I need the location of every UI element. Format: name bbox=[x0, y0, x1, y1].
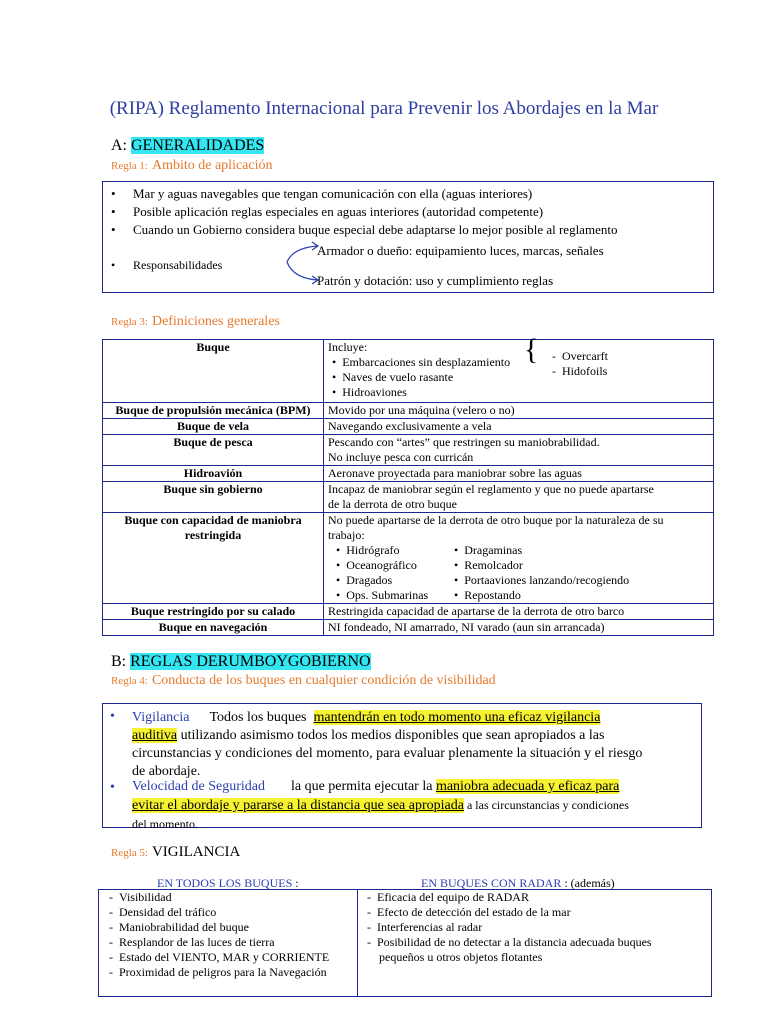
table-row bbox=[103, 513, 714, 604]
column-head: EN BUQUES CON RADAR bbox=[421, 876, 562, 890]
item-text: Portaaviones lanzando/recogiendo bbox=[464, 573, 630, 587]
paragraph-text: la que permita ejecutar la bbox=[290, 779, 433, 794]
rule-title: Conducta de los buques en cualquier condición de visibilidad bbox=[151, 673, 496, 688]
item-text: Naves de vuelo rasante bbox=[342, 370, 454, 384]
regla-4-box bbox=[102, 703, 702, 831]
term-cell bbox=[103, 340, 324, 403]
item-text: Ops. Submarinas bbox=[346, 588, 429, 602]
title-part: (RIPA) bbox=[109, 98, 164, 119]
paragraph-text: a las circunstancias y condiciones bbox=[463, 798, 629, 812]
rule-label: Regla 4: bbox=[111, 675, 148, 687]
regla-3-heading bbox=[111, 312, 280, 330]
buque-item: • Hidroaviones bbox=[332, 385, 407, 399]
rule-label: Regla 1: bbox=[111, 160, 148, 172]
column-head-suffix: : (además) bbox=[561, 876, 615, 890]
vigilancia-paragraph bbox=[132, 709, 697, 781]
def-cell: Aeronave proyectada para maniobrar sobre las aguas bbox=[324, 466, 714, 482]
bullet-dot: • bbox=[110, 780, 115, 795]
paragraph-text: de abordaje. bbox=[132, 764, 201, 779]
restringida-col-2 bbox=[454, 543, 629, 603]
sub-item: - Hidofoils bbox=[552, 364, 608, 378]
bullet-text: Cuando un Gobierno considera buque especial debe adaptarse lo mejor posible al reglamento bbox=[133, 222, 618, 237]
def-text: Incluye: bbox=[328, 340, 368, 354]
vigilancia-head: Vigilancia bbox=[132, 710, 190, 725]
item-text: Remolcador bbox=[464, 558, 523, 572]
def-cell bbox=[324, 482, 714, 513]
list-item-continuation bbox=[367, 950, 652, 965]
item-text: Resplandor de las luces de tierra bbox=[119, 935, 275, 949]
highlighted-text: auditiva bbox=[132, 728, 178, 743]
list-item: • Repostando bbox=[454, 588, 521, 602]
term-cell: Buque sin gobierno bbox=[103, 482, 324, 513]
paragraph-text: del momento. bbox=[132, 817, 198, 831]
def-cell bbox=[324, 333, 714, 403]
def-text: Pescando con “artes” que restringen su maniobrabilidad. bbox=[328, 435, 600, 449]
def-text: No puede apartarse de la derrota de otro buque por la naturaleza de su bbox=[328, 513, 664, 527]
def-text: Incapaz de maniobrar según el reglamento y que no puede apartarse bbox=[328, 482, 654, 496]
column-head: EN TODOS LOS BUQUES bbox=[157, 876, 293, 890]
left-list bbox=[109, 890, 329, 980]
brace-icon: { bbox=[524, 333, 539, 366]
table-row bbox=[103, 466, 714, 482]
bullet-dot: • bbox=[110, 709, 115, 724]
section-label: GENERALIDADES bbox=[131, 137, 265, 154]
responsabilidades-label: Responsabilidades bbox=[133, 258, 223, 272]
item-text: Estado del VIENTO, MAR y CORRIENTE bbox=[119, 950, 330, 964]
item-text: Interferencias al radar bbox=[377, 920, 483, 934]
highlighted-text: mantendrán en todo momento una eficaz vigilancia bbox=[313, 710, 601, 725]
buque-item: • Naves de vuelo rasante bbox=[332, 370, 454, 384]
item-text: Hidrógrafo bbox=[346, 543, 400, 557]
def-cell: Restringida capacidad de apartarse de la derrota de otro barco bbox=[324, 604, 714, 620]
item-text: Hidroaviones bbox=[342, 385, 407, 399]
paragraph-text: utilizando asimismo todos los medios disponibles que sean apropiados a las bbox=[177, 728, 605, 743]
def-cell bbox=[324, 513, 714, 604]
section-label: REGLAS DERUMBOYGOBIERNO bbox=[130, 653, 371, 670]
table-row bbox=[103, 403, 714, 419]
responsabilidad-armador: Armador o dueño: equipamiento luces, marcas, señales bbox=[317, 243, 604, 258]
term-cell: Buque de pesca bbox=[103, 435, 324, 466]
list-item: • Hidrógrafo bbox=[336, 543, 400, 557]
term-cell: Buque en navegación bbox=[103, 620, 324, 636]
section-prefix: A: bbox=[111, 137, 127, 154]
list-item: • Dragados bbox=[336, 573, 393, 587]
def-text: de la derrota de otro buque bbox=[328, 497, 457, 511]
highlighted-text: evitar el abordaje y pararse a la distancia que sea apropiada bbox=[132, 798, 464, 813]
table-row bbox=[103, 419, 714, 435]
bullet-dot: • bbox=[111, 186, 116, 201]
item-text: pequeños u otros objetos flotantes bbox=[379, 950, 543, 964]
velocidad-head: Velocidad de Seguridad bbox=[132, 779, 265, 794]
term-cell: Hidroavión bbox=[103, 466, 324, 482]
list-item: - Maniobrabilidad del buque bbox=[109, 920, 249, 934]
list-item: • Dragaminas bbox=[454, 543, 523, 557]
rule-label: Regla 3: bbox=[111, 316, 148, 328]
regla-1-box bbox=[102, 181, 714, 293]
item-text: Oceanográfico bbox=[346, 558, 417, 572]
item-text: Dragaminas bbox=[464, 543, 523, 557]
title-part: Prevenir los bbox=[407, 98, 499, 119]
item-text: Repostando bbox=[464, 588, 521, 602]
list-item: - Resplandor de las luces de tierra bbox=[109, 935, 275, 949]
regla-5-box bbox=[98, 889, 712, 997]
buque-item: • Embarcaciones sin desplazamiento bbox=[332, 355, 511, 369]
rule-title: Ambito de aplicación bbox=[151, 158, 273, 173]
definitions-table bbox=[102, 333, 714, 636]
item-text: Eficacia del equipo de RADAR bbox=[377, 890, 529, 904]
item-text: Embarcaciones sin desplazamiento bbox=[342, 355, 511, 369]
table-row bbox=[103, 435, 714, 466]
def-cell: NI fondeado, NI amarrado, NI varado (aun sin arrancada) bbox=[324, 620, 714, 636]
def-cell bbox=[324, 435, 714, 466]
list-item: • Remolcador bbox=[454, 558, 523, 572]
def-text: trabajo: bbox=[328, 528, 365, 542]
rule-title: Definiciones generales bbox=[151, 314, 280, 329]
section-a-heading bbox=[111, 137, 264, 155]
term-cell: Buque restringido por su calado bbox=[103, 604, 324, 620]
highlighted-text: maniobra adecuada y eficaz para bbox=[435, 779, 620, 794]
sub-text: Overcarft bbox=[562, 349, 608, 363]
term-text: Buque con capacidad de maniobra bbox=[124, 513, 302, 527]
item-text: Efecto de detección del estado de la mar bbox=[377, 905, 571, 919]
bullet-text: Posible aplicación reglas especiales en aguas interiores (autoridad competente) bbox=[133, 204, 544, 219]
page-title bbox=[0, 98, 768, 120]
table-row bbox=[103, 340, 714, 403]
right-list bbox=[367, 890, 652, 965]
item-text: Dragados bbox=[346, 573, 393, 587]
regla-4-heading bbox=[111, 671, 496, 689]
paragraph-text: circunstancias y condiciones del momento, para evaluar plenamente la situación y el riesgo bbox=[132, 746, 643, 761]
list-item: - Eficacia del equipo de RADAR bbox=[367, 890, 529, 904]
def-text: No incluye pesca con curricán bbox=[328, 450, 474, 464]
term-cell bbox=[103, 513, 324, 604]
list-item: - Interferencias al radar bbox=[367, 920, 483, 934]
bullet-dot: • bbox=[111, 204, 116, 219]
regla-1-heading bbox=[111, 156, 273, 174]
item-text: Proximidad de peligros para la Navegación bbox=[119, 965, 327, 979]
paragraph-text: Todos los buques bbox=[209, 710, 307, 725]
list-item: • Oceanográfico bbox=[336, 558, 417, 572]
list-item: - Efecto de detección del estado de la mar bbox=[367, 905, 571, 919]
title-part: Reglamento bbox=[168, 98, 261, 119]
table-row bbox=[103, 604, 714, 620]
table-row bbox=[103, 620, 714, 636]
list-item: - Proximidad de peligros para la Navegación bbox=[109, 965, 327, 979]
restringida-col-1 bbox=[328, 543, 454, 603]
bullet-dot: • bbox=[111, 222, 116, 237]
regla-5-heading bbox=[111, 843, 240, 861]
list-item: - Visibilidad bbox=[109, 890, 172, 904]
def-cell: Movido por una máquina (velero o no) bbox=[324, 403, 714, 419]
rule-title: VIGILANCIA bbox=[151, 844, 241, 860]
responsabilidad-patron: Patrón y dotación: uso y cumplimiento reglas bbox=[317, 273, 554, 288]
term-cell: Buque de vela bbox=[103, 419, 324, 435]
sub-item: - Overcarft bbox=[552, 349, 608, 363]
list-item: - Densidad del tráfico bbox=[109, 905, 217, 919]
section-prefix: B: bbox=[111, 653, 127, 670]
title-part: Abordajes en la bbox=[502, 98, 622, 119]
term-cell: Buque de propulsión mecánica (BPM) bbox=[103, 403, 324, 419]
def-cell: Navegando exclusivamente a vela bbox=[324, 419, 714, 435]
item-text: Visibilidad bbox=[119, 890, 172, 904]
velocidad-paragraph bbox=[132, 778, 702, 834]
column-head-suffix: : bbox=[292, 876, 299, 890]
column-divider bbox=[357, 890, 358, 996]
list-item: • Ops. Submarinas bbox=[336, 588, 429, 602]
item-text: Densidad del tráfico bbox=[119, 905, 217, 919]
sub-text: Hidofoils bbox=[562, 364, 608, 378]
list-item: - Posibilidad de no detectar a la distancia adecuada buques bbox=[367, 935, 652, 949]
item-text: Posibilidad de no detectar a la distancia adecuada buques bbox=[377, 935, 652, 949]
list-item: • Portaaviones lanzando/recogiendo bbox=[454, 573, 630, 587]
rule-label: Regla 5: bbox=[111, 847, 148, 859]
title-part: Internacional para bbox=[265, 98, 403, 119]
restringida-lists bbox=[328, 543, 709, 603]
list-item: - Estado del VIENTO, MAR y CORRIENTE bbox=[109, 950, 330, 964]
term-text: Buque bbox=[196, 340, 230, 354]
title-part: Mar bbox=[626, 98, 659, 119]
table-row bbox=[103, 482, 714, 513]
term-text: restringida bbox=[184, 528, 242, 542]
item-text: Maniobrabilidad del buque bbox=[119, 920, 249, 934]
bullet-text: Mar y aguas navegables que tengan comunicación con ella (aguas interiores) bbox=[133, 186, 533, 201]
bullet-dot: • bbox=[111, 258, 116, 272]
section-b-heading bbox=[111, 653, 371, 671]
